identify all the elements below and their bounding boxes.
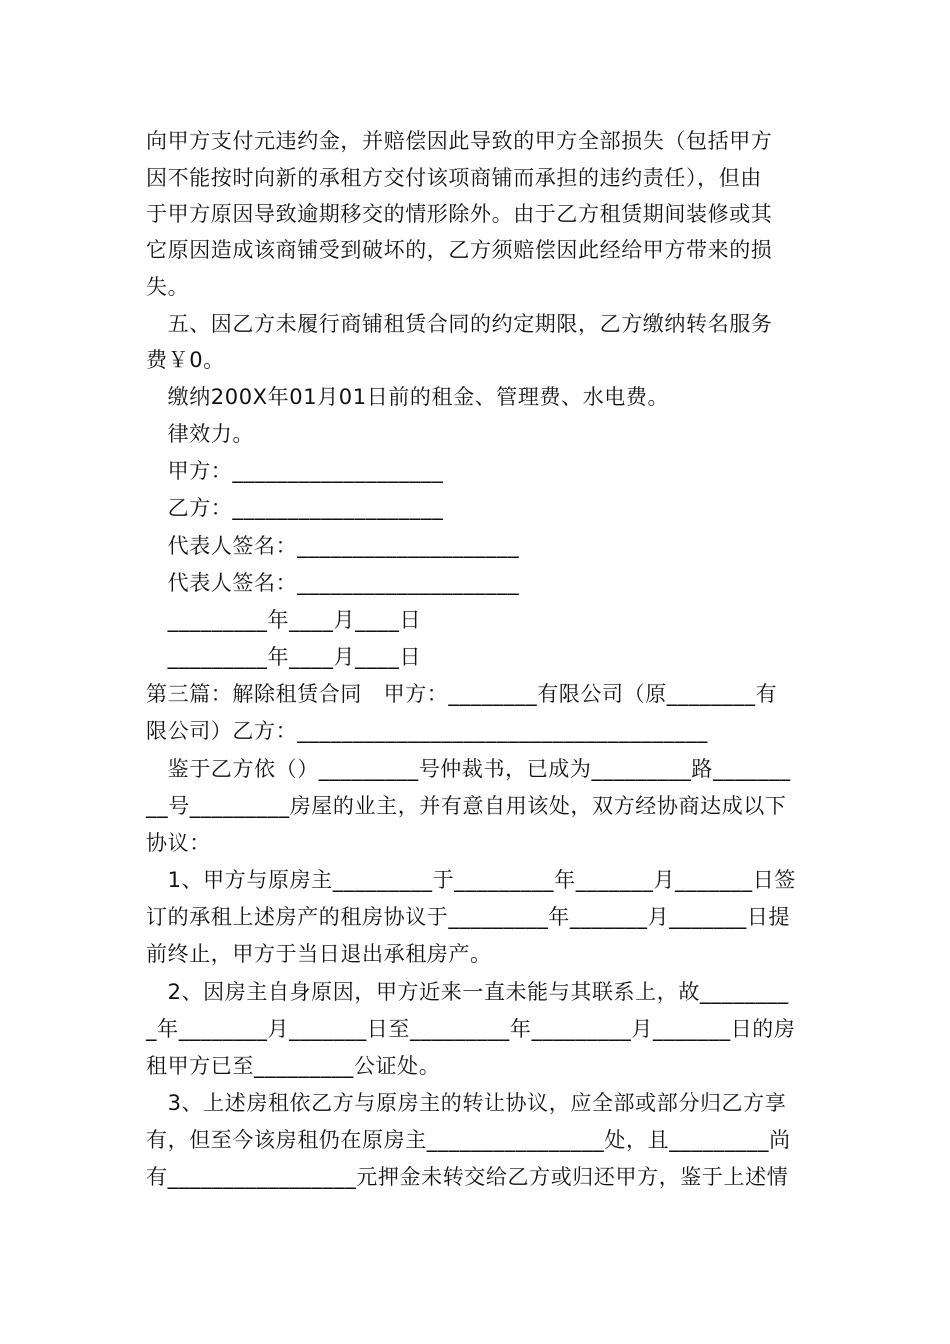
signature-line: 甲方：___________________	[146, 459, 444, 483]
text-line: 缴纳200X年01月01日前的租金、管理费、水电费。	[146, 385, 670, 409]
text-line: 于甲方原因导致逾期移交的情形除外。由于乙方租赁期间装修或其	[146, 202, 773, 226]
signature-line: 代表人签名：____________________	[146, 571, 520, 595]
text-line: 有，但至今该房租仍在原房主________________处，且_________尚	[146, 1128, 791, 1152]
text-line: 失。	[146, 275, 190, 299]
text-line: __号_________房屋的业主，并有意自用该处，双方经协商达成以下	[146, 794, 787, 818]
text-line: 向甲方支付元违约金，并赔偿因此导致的甲方全部损失（包括甲方	[146, 129, 773, 153]
text-line: 费￥0。	[146, 348, 225, 372]
date-line: _________年____月____日	[146, 608, 422, 632]
text-line: _年________月_______日至_________年_________月_______日的房	[146, 1017, 796, 1041]
text-line: 订的承租上述房产的租房协议于_________年_______月_______日提	[146, 905, 791, 929]
text-line: 有_________________元押金未转交给乙方或归还甲方，鉴于上述情	[146, 1165, 789, 1189]
text-line: 限公司）乙方：_____________________________________	[146, 719, 708, 743]
text-line: 它原因造成该商铺受到破坏的，乙方须赔偿因此经给甲方带来的损	[146, 238, 773, 262]
text-line: 3、上述房租依乙方与原房主的转让协议，应全部或部分归乙方享	[146, 1091, 787, 1115]
signature-line: 代表人签名：____________________	[146, 534, 520, 558]
text-line: 律效力。	[146, 422, 254, 446]
text-line: 租甲方已至_________公证处。	[146, 1054, 441, 1078]
text-line: 1、甲方与原房主_________于_________年_______月_______日签	[146, 868, 796, 892]
text-line: 因不能按时向新的承租方交付该项商铺而承担的违约责任），但由	[146, 166, 762, 190]
text-line: 五、因乙方未履行商铺租赁合同的约定期限，乙方缴纳转名服务	[146, 312, 773, 336]
text-line: 协议：	[146, 831, 211, 855]
text-line: 鉴于乙方依（）_________号仲裁书，已成为_________路_______	[146, 757, 791, 781]
text-line: 2、因房主自身原因，甲方近来一直未能与其联系上，故________	[146, 980, 789, 1004]
signature-line: 乙方：___________________	[146, 496, 444, 520]
text-line: 前终止，甲方于当日退出承租房产。	[146, 942, 492, 966]
section-heading: 第三篇：解除租赁合同 甲方：________有限公司（原________有	[146, 682, 778, 706]
date-line: _________年____月____日	[146, 645, 422, 669]
